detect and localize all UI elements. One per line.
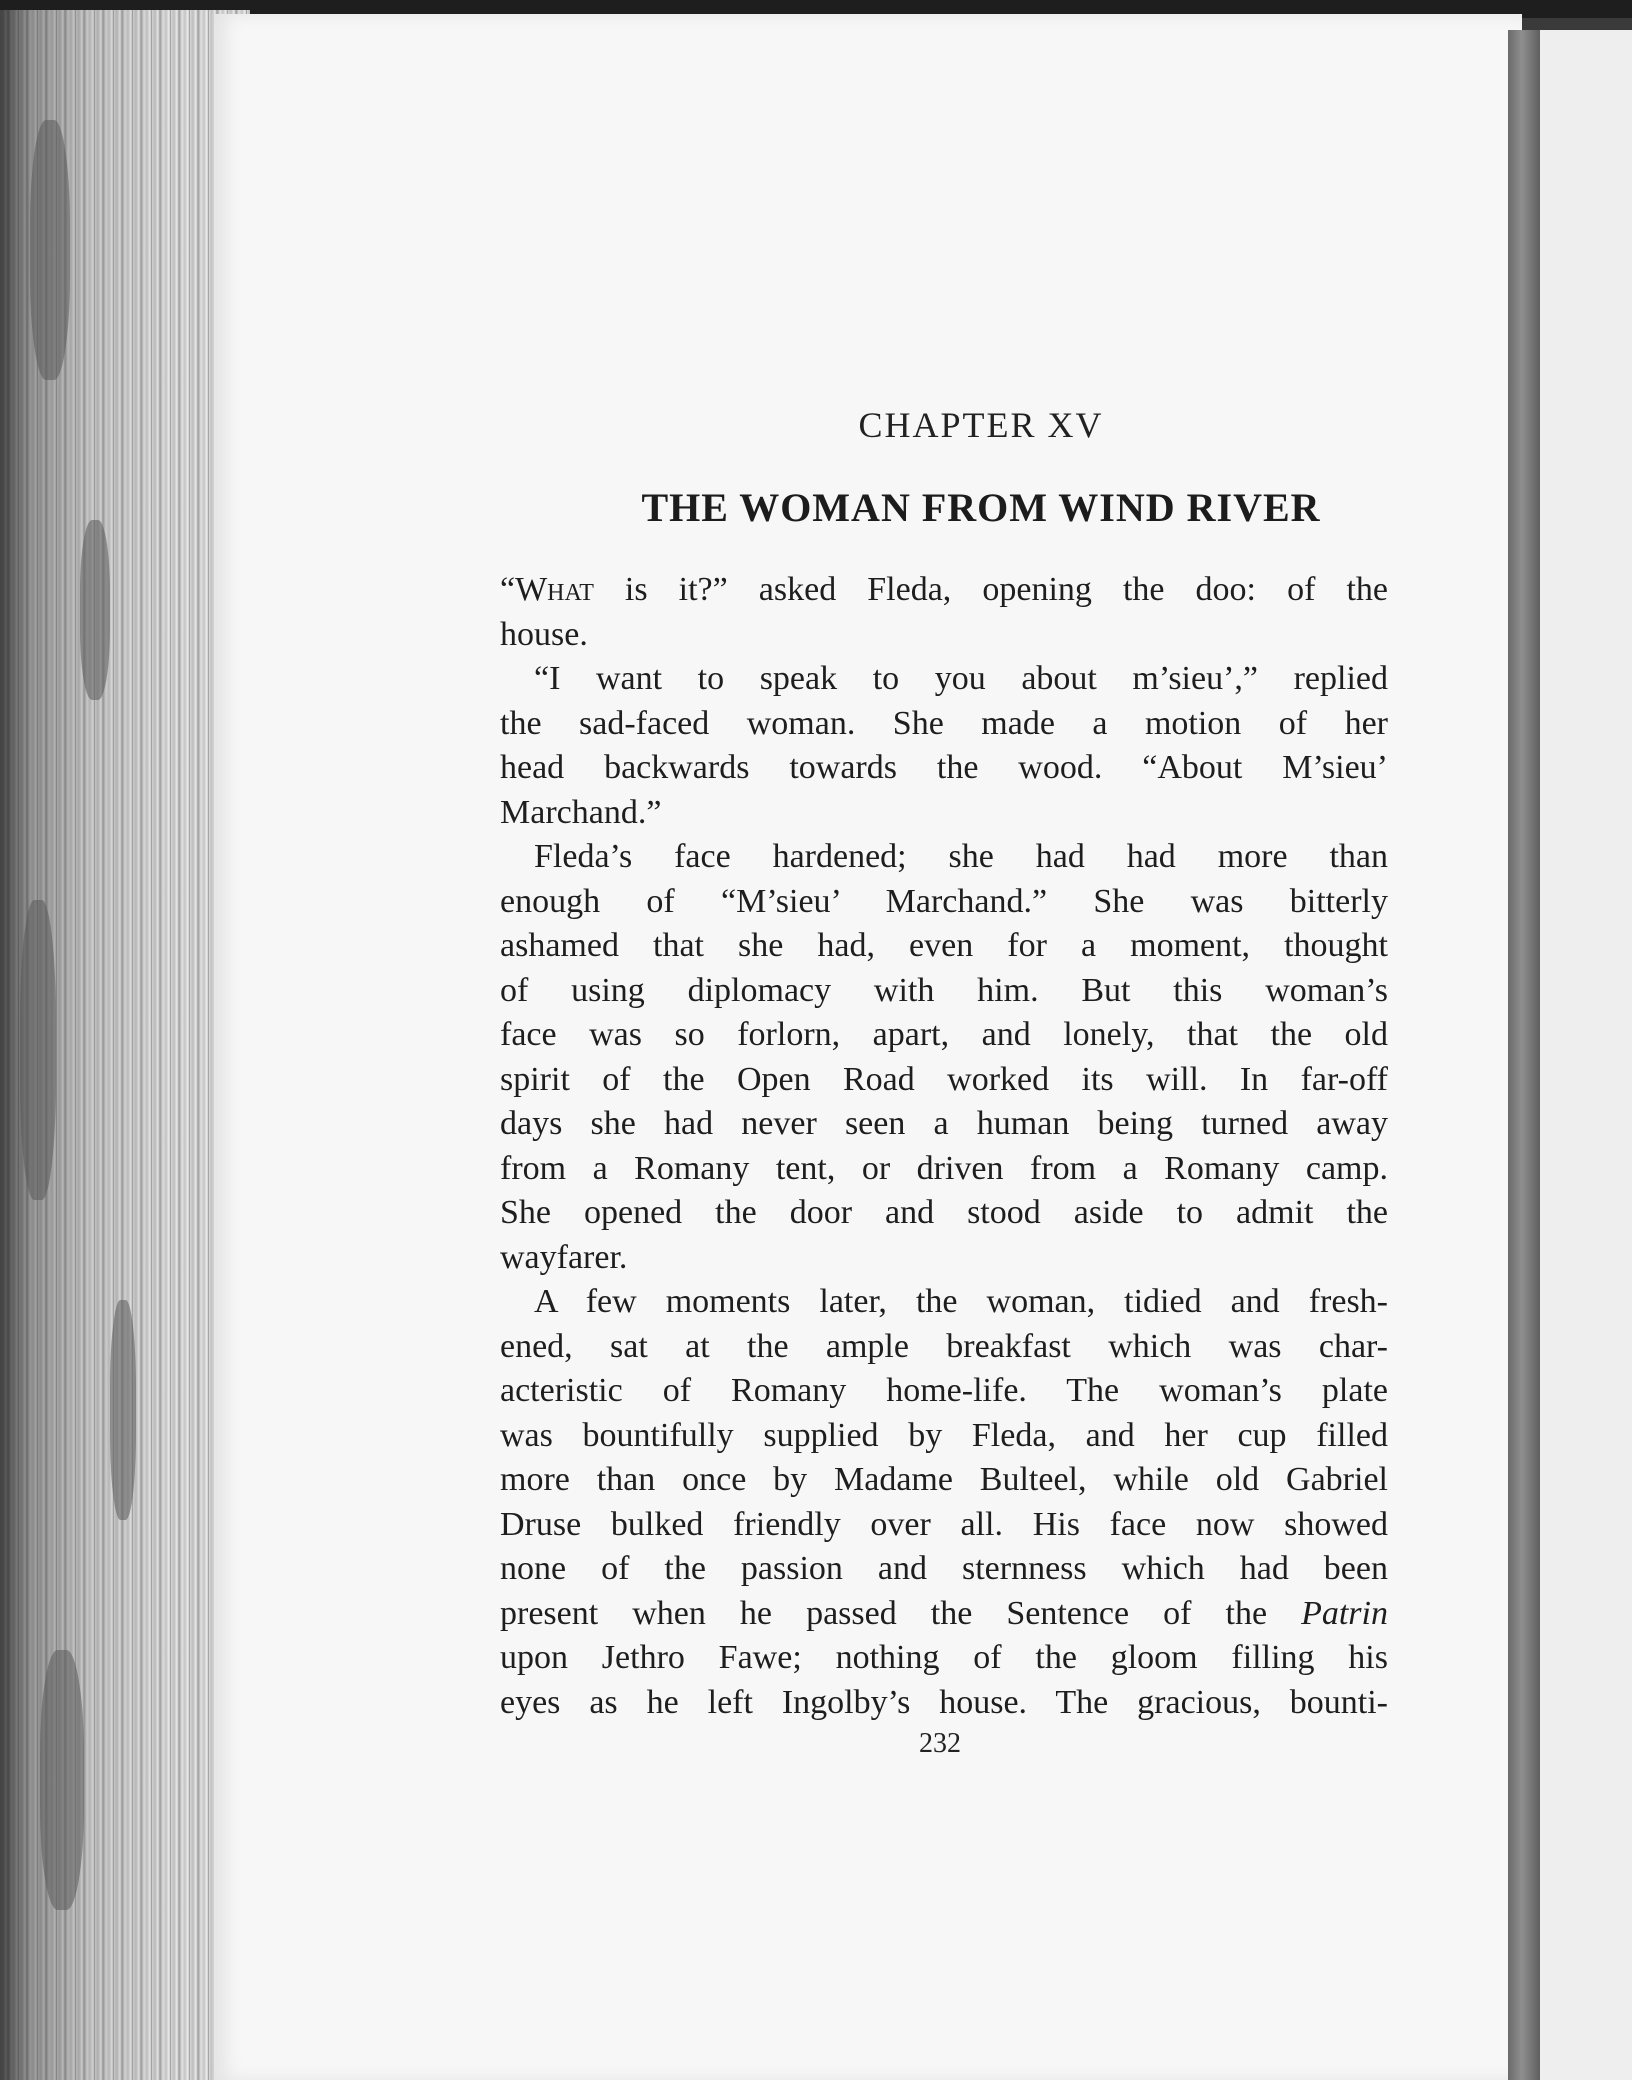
text-line: none of the passion and sternness which had been [500, 1550, 1388, 1587]
page-number: 232 [919, 1728, 961, 1759]
text-line: face was so forlorn, apart, and lonely, that the old [500, 1016, 1388, 1053]
text-line: “I want to speak to you about m’sieu’,” replied [534, 660, 1388, 697]
text-line: more than once by Madame Bulteel, while old Gabriel [500, 1461, 1388, 1498]
text-line: present when he passed the Sentence of the Patrin [500, 1594, 1388, 1632]
text-line: She opened the door and stood aside to admit the [500, 1194, 1388, 1231]
text-line: wayfarer. [500, 1238, 628, 1276]
text-line: Marchand.” [500, 793, 662, 831]
small-caps-word: What [515, 571, 594, 608]
italic-word: Patrin [1301, 1594, 1388, 1632]
edge-wear-mark [40, 1650, 84, 1910]
chapter-title: THE WOMAN FROM WIND RIVER [641, 485, 1321, 530]
text-line: enough of “M’sieu’ Marchand.” She was bitterly [500, 882, 1388, 920]
text-line: of using diplomacy with him. But this woman’s [500, 971, 1388, 1009]
edge-wear-mark [30, 120, 70, 380]
edge-wear-mark [20, 900, 56, 1200]
edge-wear-mark [80, 520, 110, 700]
text-line: house. [500, 615, 588, 653]
text-line: was bountifully supplied by Fleda, and her cup filled [500, 1416, 1388, 1454]
text-line: spirit of the Open Road worked its will. In far-off [500, 1060, 1388, 1098]
text-line: Fleda’s face hardened; she had had more than [534, 838, 1388, 875]
text-line: upon Jethro Fawe; nothing of the gloom filling his [500, 1639, 1388, 1676]
text-line: “What is it?” asked Fleda, opening the doo: of the [500, 571, 1388, 608]
adjacent-page-sliver [1540, 30, 1632, 2080]
text-line: head backwards towards the wood. “About M’sieu’ [500, 749, 1388, 786]
chapter-body-text [500, 568, 1388, 1725]
edge-wear-mark [110, 1300, 136, 1520]
text-line: A few moments later, the woman, tidied and fresh- [534, 1283, 1388, 1320]
text-line: the sad-faced woman. She made a motion of her [500, 704, 1388, 742]
chapter-number: CHAPTER XV [858, 405, 1104, 445]
text-line: from a Romany tent, or driven from a Romany camp. [500, 1149, 1388, 1187]
text-line: eyes as he left Ingolby’s house. The gracious, bounti- [500, 1683, 1388, 1721]
text-line: ashamed that she had, even for a moment, thought [500, 927, 1388, 964]
text-line: days she had never seen a human being turned away [500, 1105, 1388, 1142]
text-line: acteristic of Romany home-life. The woman’s plate [500, 1372, 1388, 1409]
text-line: ened, sat at the ample breakfast which was char- [500, 1327, 1388, 1365]
text-line: Druse bulked friendly over all. His face now showed [500, 1505, 1388, 1543]
book-gutter-shadow [1508, 30, 1542, 2080]
